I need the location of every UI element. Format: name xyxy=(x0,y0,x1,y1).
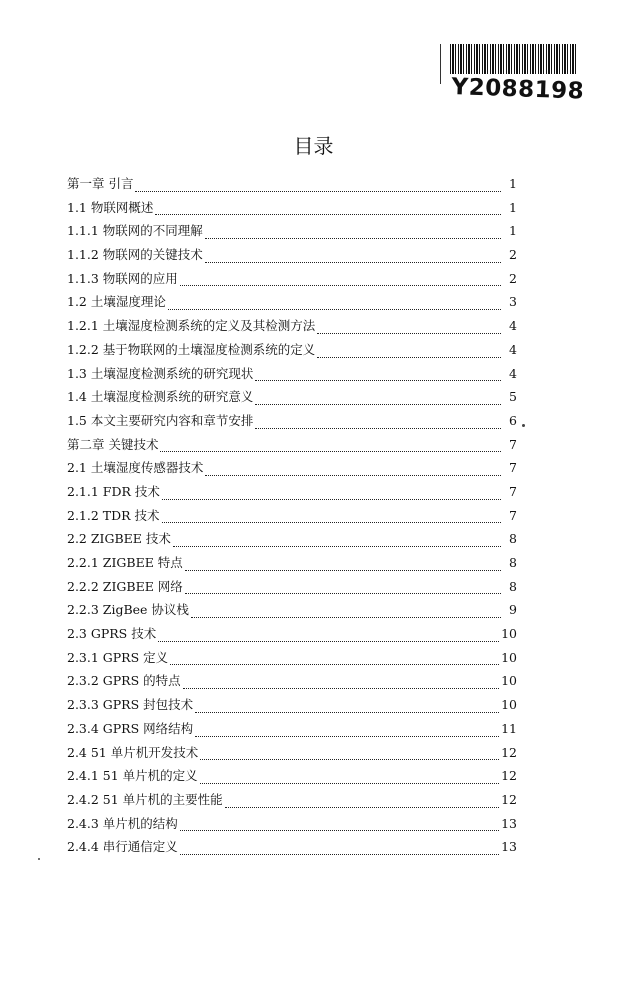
toc-entry-page: 8 xyxy=(509,578,517,594)
toc-entry-label: 1.1 物联网概述 xyxy=(67,199,154,215)
toc-entry-page: 7 xyxy=(509,507,517,523)
toc-leader-dots xyxy=(255,428,501,429)
toc-entry-label: 2.3.3 GPRS 封包技术 xyxy=(67,697,194,713)
barcode-image xyxy=(450,44,578,74)
toc-entry-label: 2.4.4 串行通信定义 xyxy=(67,839,178,855)
toc-leader-dots xyxy=(158,641,499,642)
toc-entry-label: 2.4.1 51 单片机的定义 xyxy=(67,768,198,784)
toc-entry[interactable] xyxy=(67,693,517,717)
toc-entry-label: 1.4 土壤湿度检测系统的研究意义 xyxy=(67,389,254,405)
toc-leader-dots xyxy=(162,522,501,523)
toc-entry-page: 12 xyxy=(501,768,517,784)
toc-entry-label: 2.1.2 TDR 技术 xyxy=(67,507,160,523)
toc-entry-page: 4 xyxy=(509,341,517,357)
toc-leader-dots xyxy=(205,475,501,476)
toc-entry-label: 1.2.2 基于物联网的土壤湿度检测系统的定义 xyxy=(67,341,316,357)
toc-entry-label: 第二章 关键技术 xyxy=(67,436,159,452)
toc-entry-label: 2.2.1 ZIGBEE 特点 xyxy=(67,555,183,570)
toc-entry[interactable] xyxy=(67,527,517,551)
toc-entry[interactable] xyxy=(67,480,517,504)
toc-entry[interactable] xyxy=(67,433,517,457)
toc-entry-label: 2.4 51 单片机开发技术 xyxy=(67,744,199,760)
table-of-contents xyxy=(67,172,517,859)
toc-entry[interactable] xyxy=(67,172,517,196)
toc-entry[interactable] xyxy=(67,788,517,812)
barcode-edge-mark xyxy=(440,44,441,84)
barcode-label xyxy=(440,40,590,105)
toc-leader-dots xyxy=(225,807,499,808)
toc-leader-dots xyxy=(205,262,501,263)
toc-leader-dots xyxy=(183,688,499,689)
toc-leader-dots xyxy=(195,712,499,713)
toc-entry[interactable] xyxy=(67,409,517,433)
toc-title: 目录 xyxy=(293,134,334,158)
toc-entry-page: 6 xyxy=(509,412,517,428)
toc-entry-page: 4 xyxy=(509,318,517,334)
toc-entry-page: 8 xyxy=(509,531,517,547)
toc-entry[interactable] xyxy=(67,764,517,788)
toc-entry-label: 1.1.1 物联网的不同理解 xyxy=(67,223,203,239)
toc-entry-label: 1.5 本文主要研究内容和章节安排 xyxy=(67,412,254,428)
toc-entry[interactable] xyxy=(67,598,517,622)
toc-leader-dots xyxy=(180,830,499,831)
toc-leader-dots xyxy=(317,357,501,358)
toc-leader-dots xyxy=(205,238,501,239)
toc-entry[interactable] xyxy=(67,812,517,836)
toc-entry-page: 13 xyxy=(501,815,517,831)
toc-entry-label: 2.3.1 GPRS 定义 xyxy=(67,649,169,665)
toc-entry-label: 2.4.3 单片机的结构 xyxy=(67,815,178,831)
toc-entry-page: 10 xyxy=(501,649,517,665)
toc-entry-page: 12 xyxy=(501,744,517,760)
toc-entry-page: 10 xyxy=(501,697,517,713)
toc-entry[interactable] xyxy=(67,504,517,528)
toc-entry-page: 8 xyxy=(509,555,517,570)
toc-entry-page: 5 xyxy=(509,389,517,405)
toc-entry-label: 2.1.1 FDR 技术 xyxy=(67,483,160,499)
toc-entry-page: 4 xyxy=(509,365,517,381)
toc-entry[interactable] xyxy=(67,338,517,362)
toc-entry-page: 9 xyxy=(509,602,517,618)
toc-entry[interactable] xyxy=(67,622,517,646)
toc-leader-dots xyxy=(200,783,499,784)
toc-entry[interactable] xyxy=(67,219,517,243)
toc-leader-dots xyxy=(168,309,501,310)
toc-entry-label: 2.4.2 51 单片机的主要性能 xyxy=(67,791,223,807)
toc-entry-page: 2 xyxy=(509,270,517,286)
toc-entry-label: 2.3.2 GPRS 的特点 xyxy=(67,673,181,689)
toc-entry[interactable] xyxy=(67,243,517,267)
toc-entry-label: 2.2 ZIGBEE 技术 xyxy=(67,531,171,547)
toc-entry[interactable] xyxy=(67,267,517,291)
toc-entry-label: 1.2.1 土壤湿度检测系统的定义及其检测方法 xyxy=(67,318,316,334)
toc-leader-dots xyxy=(155,214,501,215)
toc-entry[interactable] xyxy=(67,741,517,765)
toc-entry[interactable] xyxy=(67,385,517,409)
toc-entry-page: 13 xyxy=(501,839,517,855)
toc-entry[interactable] xyxy=(67,669,517,693)
toc-leader-dots xyxy=(180,285,501,286)
toc-entry-label: 2.3.4 GPRS 网络结构 xyxy=(67,720,194,736)
toc-entry[interactable] xyxy=(67,314,517,338)
toc-leader-dots xyxy=(180,854,499,855)
toc-leader-dots xyxy=(173,546,501,547)
toc-entry[interactable] xyxy=(67,362,517,386)
toc-entry-page: 3 xyxy=(509,294,517,310)
toc-leader-dots xyxy=(255,404,501,405)
toc-entry-page: 10 xyxy=(501,626,517,642)
toc-entry[interactable] xyxy=(67,551,517,575)
toc-entry[interactable] xyxy=(67,456,517,480)
toc-entry-label: 1.2 土壤湿度理论 xyxy=(67,294,166,310)
toc-entry-label: 2.2.2 ZIGBEE 网络 xyxy=(67,578,183,594)
toc-entry-label: 第一章 引言 xyxy=(67,176,134,191)
toc-leader-dots xyxy=(162,499,501,500)
toc-entry[interactable] xyxy=(67,717,517,741)
toc-leader-dots xyxy=(255,380,501,381)
toc-entry-label: 1.1.3 物联网的应用 xyxy=(67,270,178,286)
toc-entry[interactable] xyxy=(67,646,517,670)
scan-speck xyxy=(38,858,40,860)
toc-entry-page: 7 xyxy=(509,483,517,499)
toc-entry-page: 7 xyxy=(509,460,517,476)
toc-entry-page: 2 xyxy=(509,247,517,263)
toc-leader-dots xyxy=(317,333,501,334)
barcode-number: Y2088198 xyxy=(451,74,585,105)
toc-leader-dots xyxy=(185,570,501,571)
toc-entry-label: 2.3 GPRS 技术 xyxy=(67,626,157,642)
scan-speck xyxy=(522,424,525,427)
toc-leader-dots xyxy=(200,759,499,760)
toc-entry[interactable] xyxy=(67,575,517,599)
toc-entry-page: 10 xyxy=(501,673,517,689)
toc-entry-label: 1.3 土壤湿度检测系统的研究现状 xyxy=(67,365,254,381)
toc-entry-page: 11 xyxy=(501,720,517,736)
toc-entry-page: 1 xyxy=(509,199,517,215)
toc-entry-label: 2.1 土壤湿度传感器技术 xyxy=(67,460,204,476)
toc-leader-dots xyxy=(191,617,501,618)
toc-entry[interactable] xyxy=(67,835,517,859)
toc-leader-dots xyxy=(160,451,501,452)
toc-leader-dots xyxy=(170,664,499,665)
toc-entry-page: 1 xyxy=(509,223,517,239)
toc-leader-dots xyxy=(135,191,501,192)
toc-entry-page: 12 xyxy=(501,791,517,807)
toc-leader-dots xyxy=(195,736,499,737)
toc-entry[interactable] xyxy=(67,290,517,314)
toc-entry-label: 1.1.2 物联网的关键技术 xyxy=(67,247,203,263)
toc-entry-page: 7 xyxy=(509,436,517,452)
toc-entry[interactable] xyxy=(67,196,517,220)
toc-leader-dots xyxy=(185,593,501,594)
toc-entry-label: 2.2.3 ZigBee 协议栈 xyxy=(67,602,189,618)
toc-entry-page: 1 xyxy=(509,176,517,191)
